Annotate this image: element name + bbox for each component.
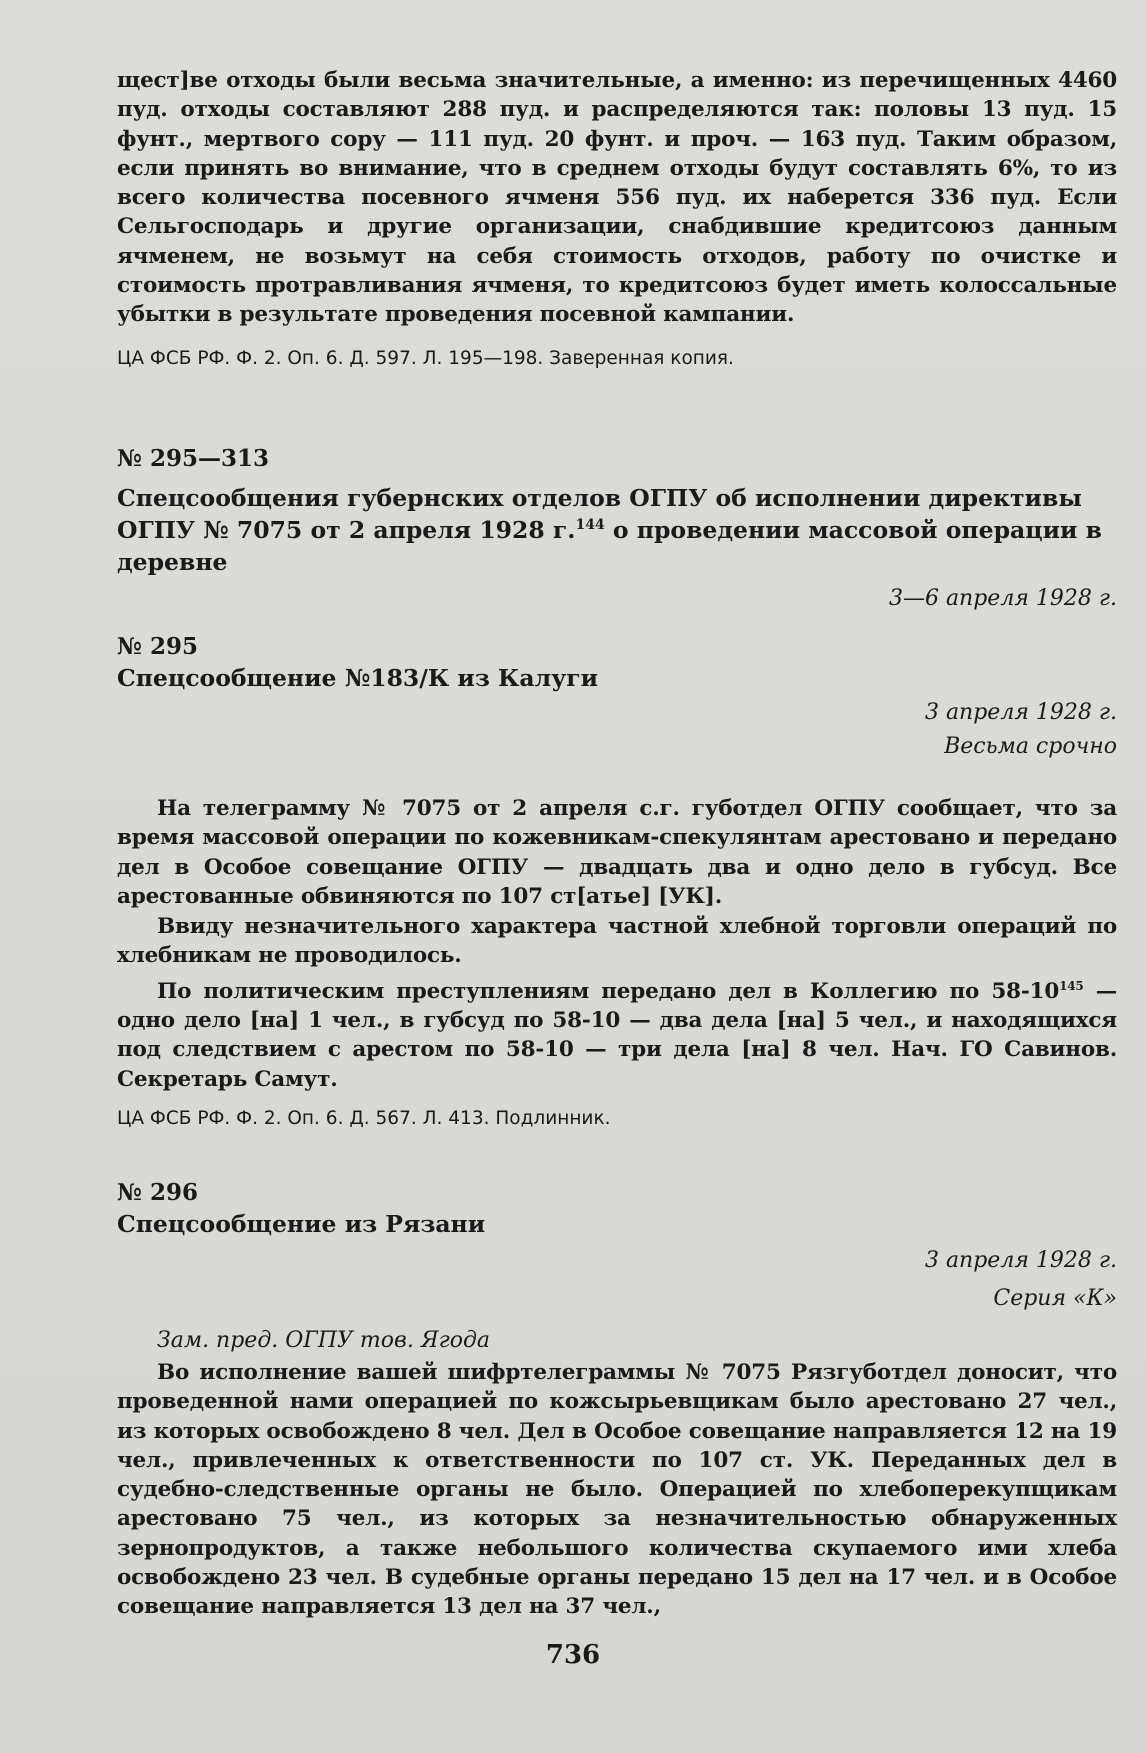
doc295-title: Спецсообщение №183/К из Калуги [117, 664, 599, 692]
doc296-number: № 296 [117, 1179, 199, 1206]
doc295-body [117, 794, 1117, 1094]
archive-source: ЦА ФСБ РФ. Ф. 2. Оп. 6. Д. 597. Л. 195—198. Заверенная копия. [117, 348, 734, 369]
footnote-145: 145 [1059, 978, 1084, 993]
doc295-paragraph-1: На телеграмму № 7075 от 2 апреля с.г. губотдел ОГПУ сообщает, что за время массовой операции по кожевникам-спекулянтам арестовано и передано дел в Особое совещание ОГПУ — двадцать два и одно дело в губсуд. Все арестованные обвиняются по 107 ст[атье] [УК]. [117, 796, 1117, 909]
doc295-heading [117, 632, 1117, 694]
doc295-paragraph-2: Ввиду незначительного характера частной хлебной торговли операций по хлебникам не проводилось. [117, 914, 1117, 969]
doc295-mark: Весьма срочно [944, 734, 1117, 759]
section-title-part2: о проведении массовой операции в деревне [117, 516, 1102, 576]
doc296-paragraph-1: Во исполнение вашей шифртелеграммы № 7075 Рязгуботдел доносит, что проведенной нами операцией по кожсырьевщикам было арестовано 27 чел., из которых освобождено 8 чел. Дел в Особое совещание направляется 12 на 19 чел., привлеченных к ответственности по 107 ст. УК. Переданных дел в судебно-следственные органы не было. Операцией по хлебоперекупщикам арестовано 75 чел., из которых за незначительностью обнаруженных зернопродуктов, а также небольшого количества скупаемого ими хлеба освобождено 23 чел. В судебные органы передано 15 дел на 17 чел. и в Особое совещание направляется 13 дел на 37 чел., [117, 1360, 1117, 1620]
doc295-meta [117, 698, 1117, 762]
doc295-source: ЦА ФСБ РФ. Ф. 2. Оп. 6. Д. 567. Л. 413. Подлинник. [117, 1108, 611, 1129]
section-heading [117, 444, 1117, 578]
footnote-144: 144 [575, 517, 605, 534]
doc296-heading [117, 1178, 1117, 1240]
doc296-date: 3 апреля 1928 г. [924, 1248, 1117, 1273]
doc296-addressee-block [117, 1326, 1117, 1356]
intro-paragraph: щест]ве отходы были весьма значительные, а именно: из перечищенных 4460 пуд. отходы составляют 288 пуд. и распределяются так: половы 13 пуд. 15 фунт., мертвого сору — 111 пуд. 20 фунт. и проч. — 163 пуд. Таким образом, если принять во внимание, что в среднем отходы будут составлять 6%, то из всего количества посевного ячменя 556 пуд. их наберется 336 пуд. Если Сельгосподарь и другие организации, снабдившие кредитсоюз данным ячменем, не возьмут на себя стоимость отходов, работу по очистке и стоимость протравливания ячменя, то кредитсоюз будет иметь колоссальные убытки в результате проведения посевной кампании. [117, 68, 1117, 328]
intro-source [117, 346, 1117, 372]
doc295-number: № 295 [117, 633, 199, 660]
doc296-body [117, 1358, 1117, 1622]
doc295-paragraph-3b: — одно дело [на] 1 чел., в губсуд по 58-10 — два дела [на] 5 чел., и находящихся под следствием с арестом по 58-10 — три дела [на] 8 чел. Нач. ГО Савинов. Секретарь Самут. [117, 978, 1117, 1092]
doc296-addressee: Зам. пред. ОГПУ тов. Ягода [157, 1328, 491, 1353]
section-title-part1: Спецсообщения губернских отделов ОГПУ об исполнении директивы ОГПУ № 7075 от 2 апреля 1928 г. [117, 484, 1082, 544]
doc295-date: 3 апреля 1928 г. [924, 700, 1117, 725]
doc295-source-block [117, 1106, 1117, 1132]
doc296-title: Спецсообщение из Рязани [117, 1210, 486, 1238]
doc296-series: Серия «К» [993, 1286, 1117, 1311]
section-number: № 295—313 [117, 445, 270, 472]
section-date-block [117, 584, 1117, 614]
doc296-meta [117, 1246, 1117, 1314]
section-date: 3—6 апреля 1928 г. [888, 586, 1117, 611]
page-number: 736 [545, 1640, 601, 1670]
section-title [117, 482, 1117, 578]
doc295-paragraph-3 [117, 977, 1117, 1094]
intro-block [117, 66, 1117, 330]
doc295-paragraph-3a: По политическим преступлениям передано дел в Коллегию по 58-10 [157, 978, 1060, 1004]
